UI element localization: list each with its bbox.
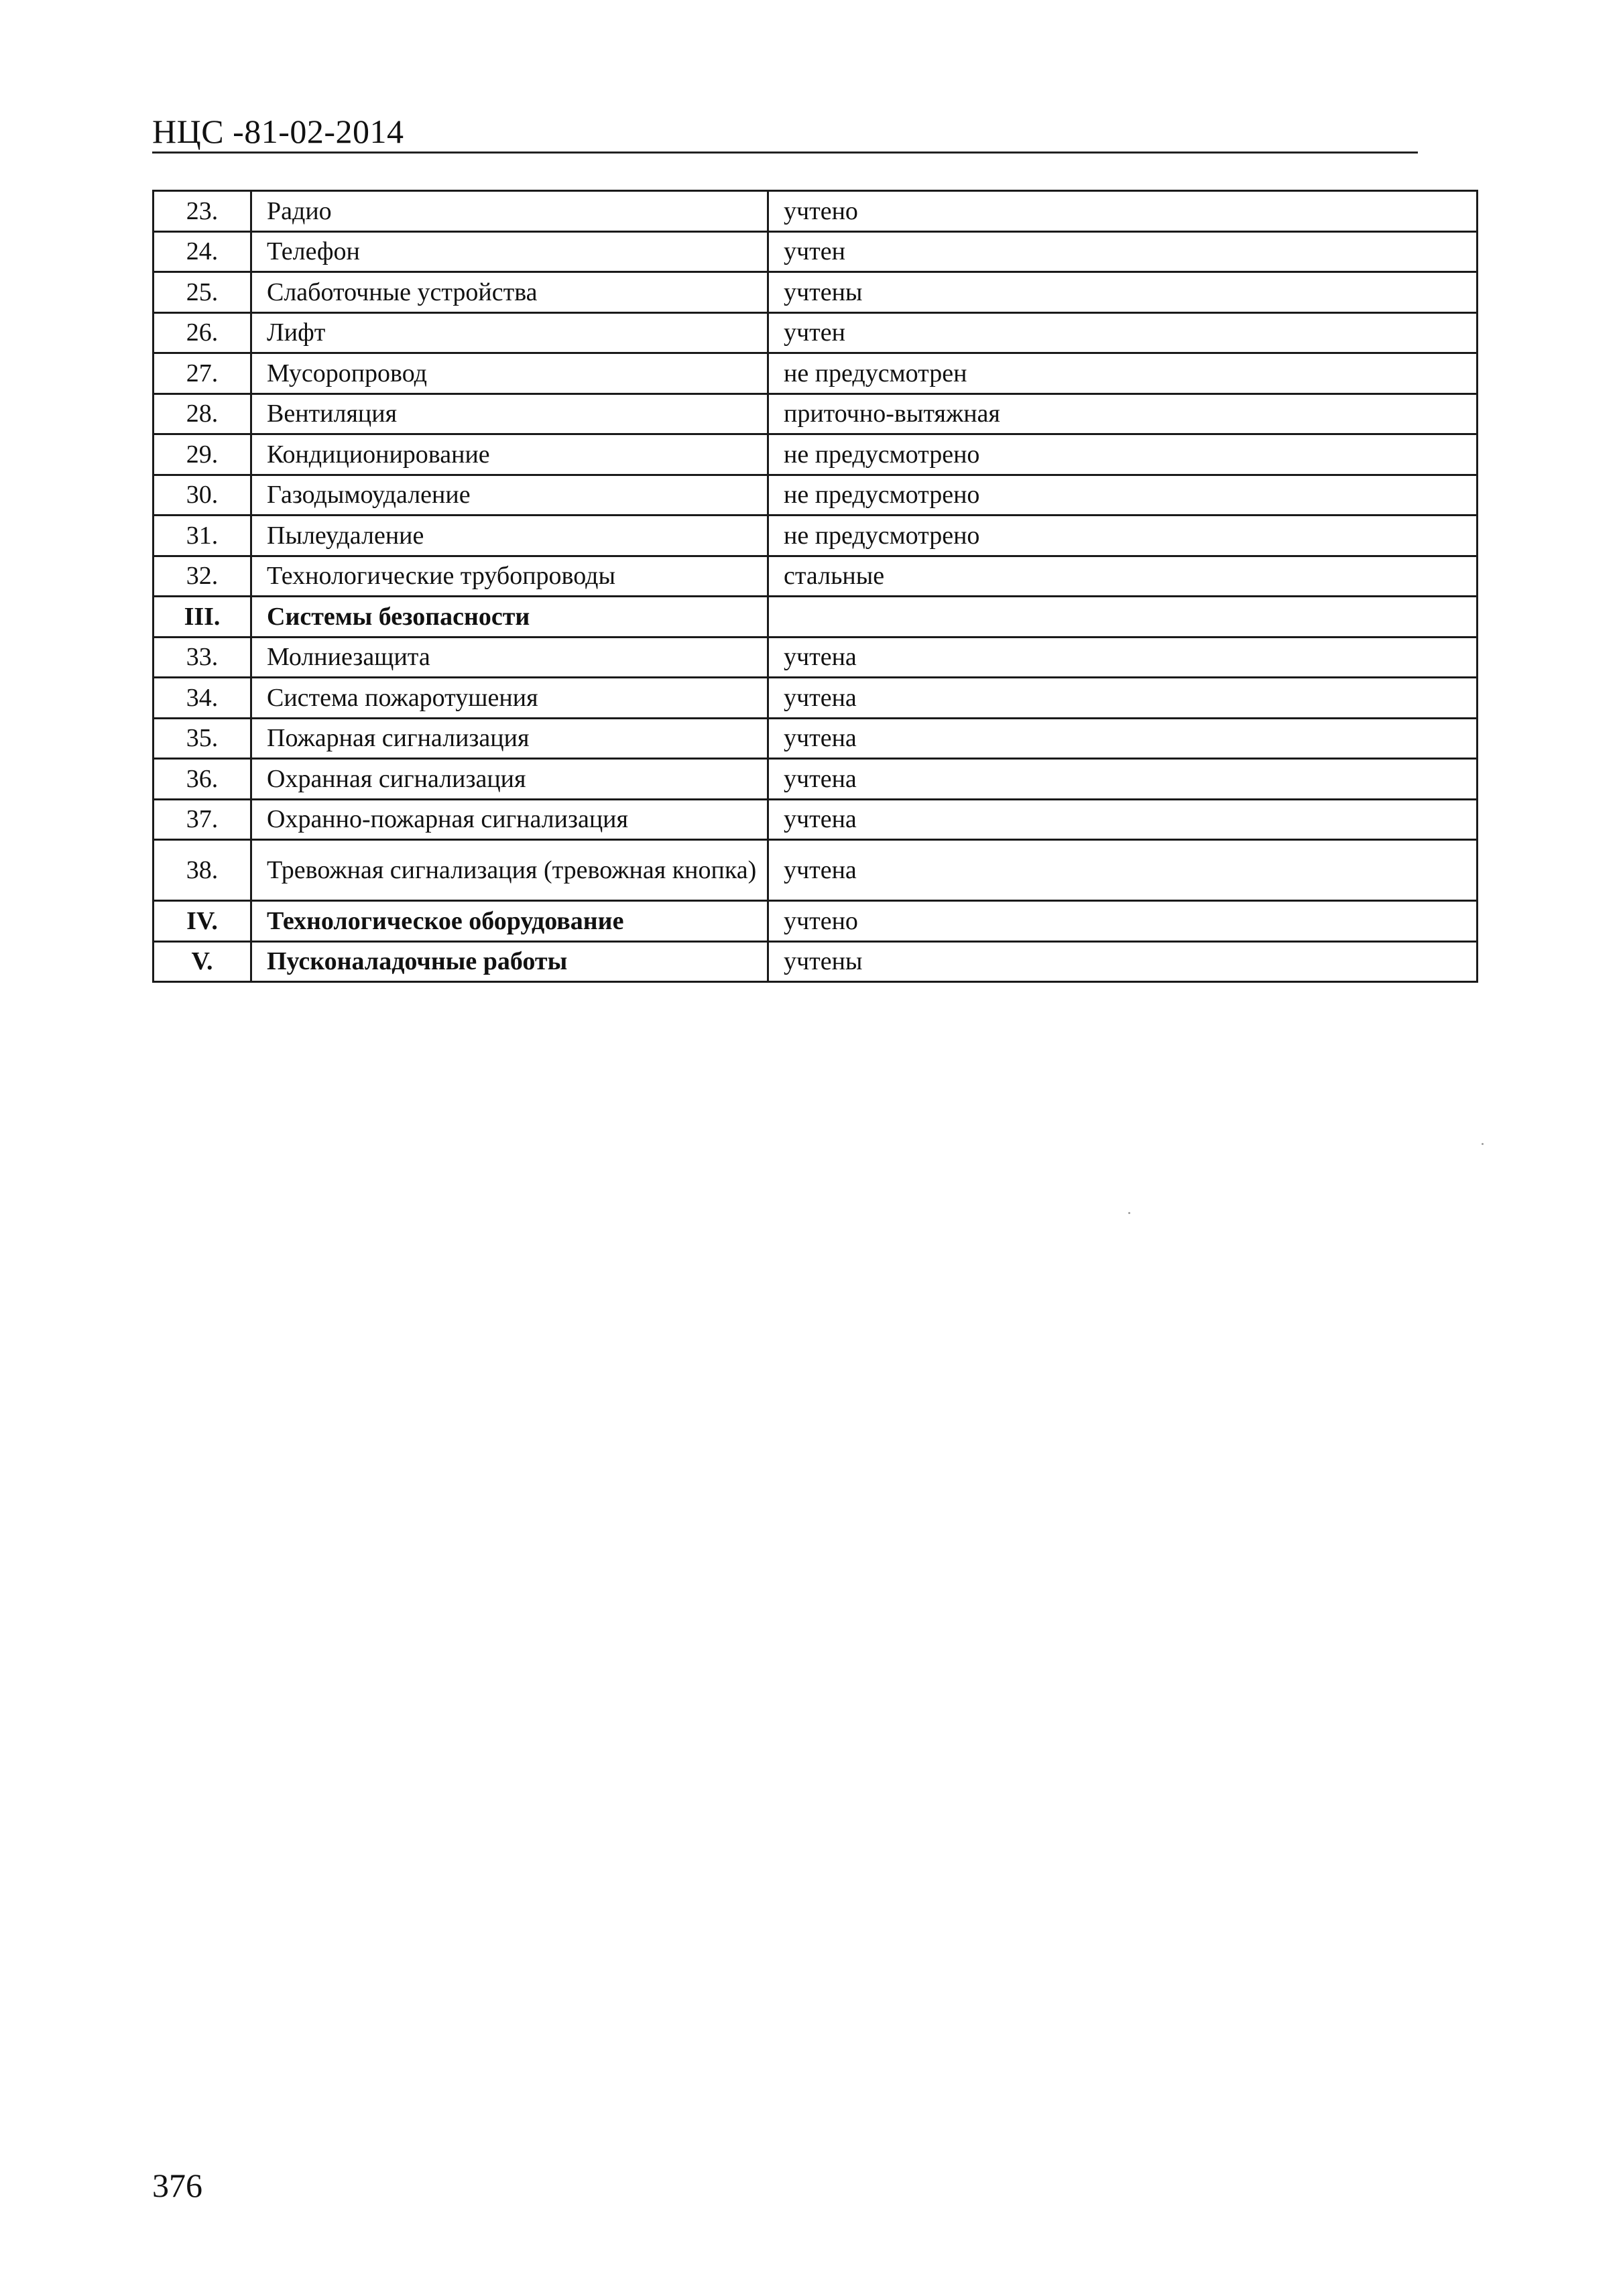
- row-value: учтена: [768, 718, 1478, 759]
- document-code-header: НЦС -81-02-2014: [152, 113, 404, 150]
- row-name: Молниезащита: [251, 637, 768, 678]
- section-row: [154, 941, 1478, 982]
- scan-speck: [1482, 1143, 1484, 1145]
- table-row: [154, 434, 1478, 475]
- row-value: учтен: [768, 231, 1478, 272]
- row-name: Кондиционирование: [251, 434, 768, 475]
- row-value: учтена: [768, 840, 1478, 901]
- section-value: учтено: [768, 901, 1478, 942]
- row-value: не предусмотрено: [768, 475, 1478, 516]
- row-name: Вентиляция: [251, 394, 768, 434]
- table-row: [154, 394, 1478, 434]
- table-row: [154, 718, 1478, 759]
- row-number: 25.: [154, 272, 251, 313]
- row-value: учтен: [768, 312, 1478, 353]
- row-value: учтена: [768, 799, 1478, 840]
- row-number: 32.: [154, 556, 251, 597]
- table-row: [154, 840, 1478, 901]
- section-title: Пусконаладочные работы: [251, 941, 768, 982]
- table-row: [154, 475, 1478, 516]
- section-number: V.: [154, 941, 251, 982]
- row-name: Телефон: [251, 231, 768, 272]
- table-row: [154, 312, 1478, 353]
- row-number: 30.: [154, 475, 251, 516]
- table-row: [154, 353, 1478, 394]
- row-value: учтено: [768, 191, 1478, 232]
- page-number: 376: [152, 2167, 202, 2204]
- table-row: [154, 799, 1478, 840]
- row-name: Радио: [251, 191, 768, 232]
- row-name: Охранная сигнализация: [251, 759, 768, 800]
- section-number: IV.: [154, 901, 251, 942]
- row-value: учтена: [768, 759, 1478, 800]
- row-name: Технологические трубопроводы: [251, 556, 768, 597]
- row-number: 24.: [154, 231, 251, 272]
- row-number: 23.: [154, 191, 251, 232]
- table-row: [154, 556, 1478, 597]
- row-number: 29.: [154, 434, 251, 475]
- row-number: 34.: [154, 678, 251, 719]
- row-name: Мусоропровод: [251, 353, 768, 394]
- row-value: приточно-вытяжная: [768, 394, 1478, 434]
- row-value: стальные: [768, 556, 1478, 597]
- row-number: 26.: [154, 312, 251, 353]
- scan-speck: [1128, 1212, 1130, 1214]
- row-name: Лифт: [251, 312, 768, 353]
- table-row: [154, 191, 1478, 232]
- table-row: [154, 759, 1478, 800]
- row-name: Слаботочные устройства: [251, 272, 768, 313]
- row-number: 31.: [154, 516, 251, 556]
- table-row: [154, 637, 1478, 678]
- row-number: 37.: [154, 799, 251, 840]
- row-name: Тревожная сигнализация (тревожная кнопка): [251, 840, 768, 901]
- row-number: 33.: [154, 637, 251, 678]
- section-title: Технологическое оборудование: [251, 901, 768, 942]
- row-name: Газодымоудаление: [251, 475, 768, 516]
- table-row: [154, 678, 1478, 719]
- row-number: 36.: [154, 759, 251, 800]
- row-value: учтена: [768, 678, 1478, 719]
- row-number: 28.: [154, 394, 251, 434]
- row-value: учтены: [768, 272, 1478, 313]
- section-number: III.: [154, 597, 251, 638]
- row-value: не предусмотрен: [768, 353, 1478, 394]
- row-name: Охранно-пожарная сигнализация: [251, 799, 768, 840]
- row-number: 27.: [154, 353, 251, 394]
- row-number: 38.: [154, 840, 251, 901]
- specification-table: [152, 190, 1478, 983]
- row-value: не предусмотрено: [768, 516, 1478, 556]
- row-number: 35.: [154, 718, 251, 759]
- header-divider: [152, 152, 1418, 154]
- section-title: Системы безопасности: [251, 597, 768, 638]
- section-value: учтены: [768, 941, 1478, 982]
- section-value: [768, 597, 1478, 638]
- row-name: Пожарная сигнализация: [251, 718, 768, 759]
- table-row: [154, 272, 1478, 313]
- section-row: [154, 901, 1478, 942]
- row-value: учтена: [768, 637, 1478, 678]
- section-row: [154, 597, 1478, 638]
- row-name: Пылеудаление: [251, 516, 768, 556]
- table-row: [154, 231, 1478, 272]
- row-name: Система пожаротушения: [251, 678, 768, 719]
- table-row: [154, 516, 1478, 556]
- row-value: не предусмотрено: [768, 434, 1478, 475]
